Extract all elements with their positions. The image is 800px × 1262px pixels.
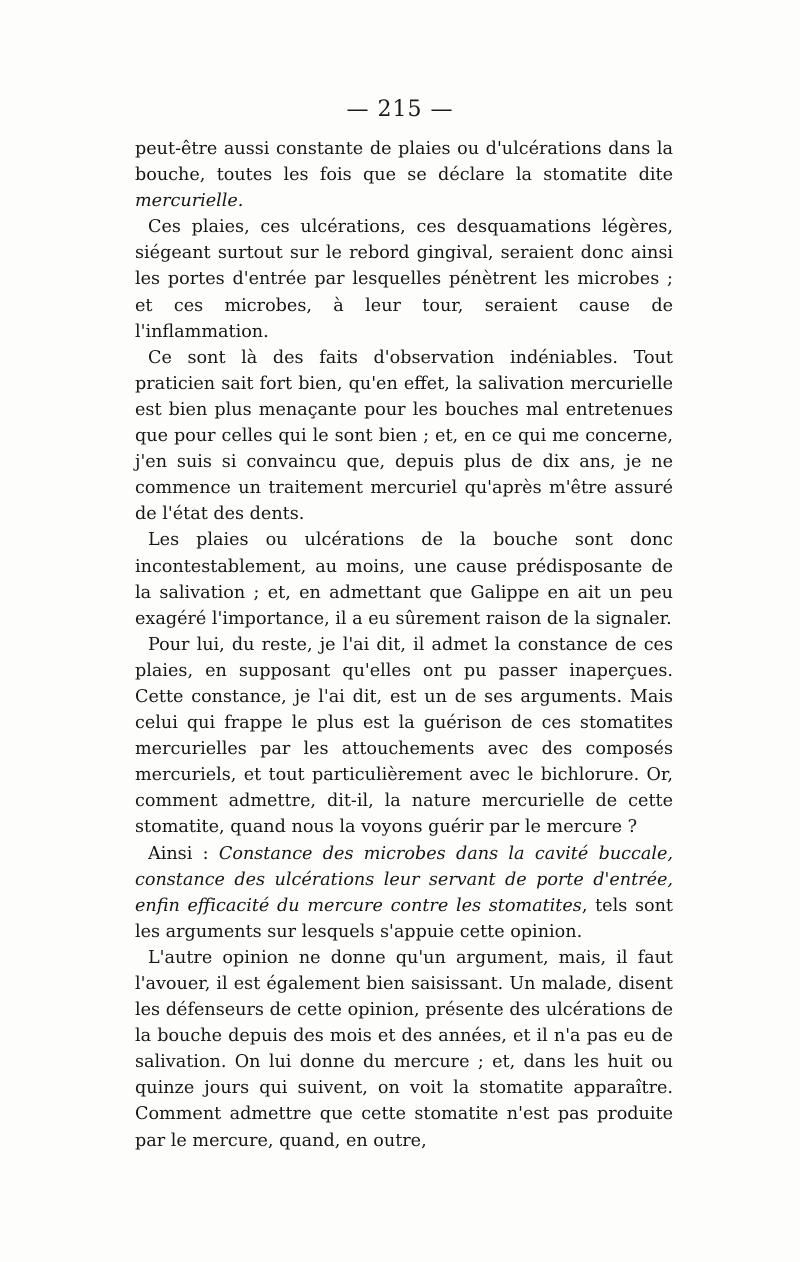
paragraph-7-text: L'autre opinion ne donne qu'un argument, mais, il faut l'avouer, il est également bien saisissant. Un malade, disent les défenseurs de cette opinion, présente des ulcérations de la bouche depuis des mois et des années, et il n'a pas eu de salivation. On lui donne du mercure ; et, dans les huit ou quinze jours qui suivent, on voit la stomatite apparaître. Comment admettre que cette stomatite n'est pas produite par le mercure, quand, en outre, bbox=[135, 947, 673, 1151]
paragraph-1-text: peut-être aussi constante de plaies ou d'ulcérations dans la bouche, toutes les fois que se déclare la stomatite dite bbox=[135, 139, 673, 186]
paragraph-5 bbox=[135, 632, 673, 841]
paragraph-1-italic: mercurielle. bbox=[135, 191, 244, 212]
paragraph-2-text: Ces plaies, ces ulcérations, ces desquamations légères, siégeant surtout sur le rebord gingival, seraient donc ainsi les portes d'entrée par lesquelles pénètrent les microbes ; et ces microbes, à leur tour, seraient cause de l'inflammation. bbox=[135, 217, 673, 342]
paragraph-3 bbox=[135, 345, 673, 528]
paragraph-3-text: Ce sont là des faits d'observation indéniables. Tout praticien sait fort bien, qu'en effet, la salivation mercurielle est bien plus menaçante pour les bouches mal entretenues que pour celles qui le sont bien ; et, en ce qui me concerne, j'en suis si convaincu que, depuis plus de dix ans, je ne commence un traitement mercuriel qu'après m'être assuré de l'état des dents. bbox=[135, 347, 673, 525]
paragraph-2 bbox=[135, 214, 673, 344]
paragraph-4 bbox=[135, 527, 673, 631]
paragraph-1 bbox=[135, 136, 673, 214]
paragraph-7 bbox=[135, 945, 673, 1154]
paragraph-5-text: Pour lui, du reste, je l'ai dit, il admet la constance de ces plaies, en supposant qu'elles ont pu passer inaperçues. Cette constance, je l'ai dit, est un de ses arguments. Mais celui qui frappe le plus est la guérison de ces stomatites mercurielles par les attouchements avec des composés mercuriels, et tout particulièrement avec le bichlorure. Or, comment admettre, dit-il, la nature mercurielle de cette stomatite, quand nous la voyons guérir par le mercure ? bbox=[135, 634, 673, 838]
paragraph-6 bbox=[135, 841, 673, 945]
paragraph-4-text: Les plaies ou ulcérations de la bouche sont donc incontestablement, au moins, une cause prédisposante de la salivation ; et, en admettant que Galippe en ait un peu exagéré l'importance, il a eu sûrement raison de la signaler. bbox=[135, 530, 673, 629]
paragraph-6-text-end: , tels sont les arguments sur lesquels s'appuie cette opinion. bbox=[135, 895, 673, 942]
body-text bbox=[135, 136, 673, 1154]
paragraph-6-italic: Constance des microbes dans la cavité buccale, constance des ulcérations leur servant de porte d'entrée, enfin efficacité du mercure contre les stomatites bbox=[135, 843, 673, 916]
page-number: — 215 — bbox=[346, 97, 454, 122]
paragraph-6-text: Ainsi : bbox=[148, 843, 219, 864]
